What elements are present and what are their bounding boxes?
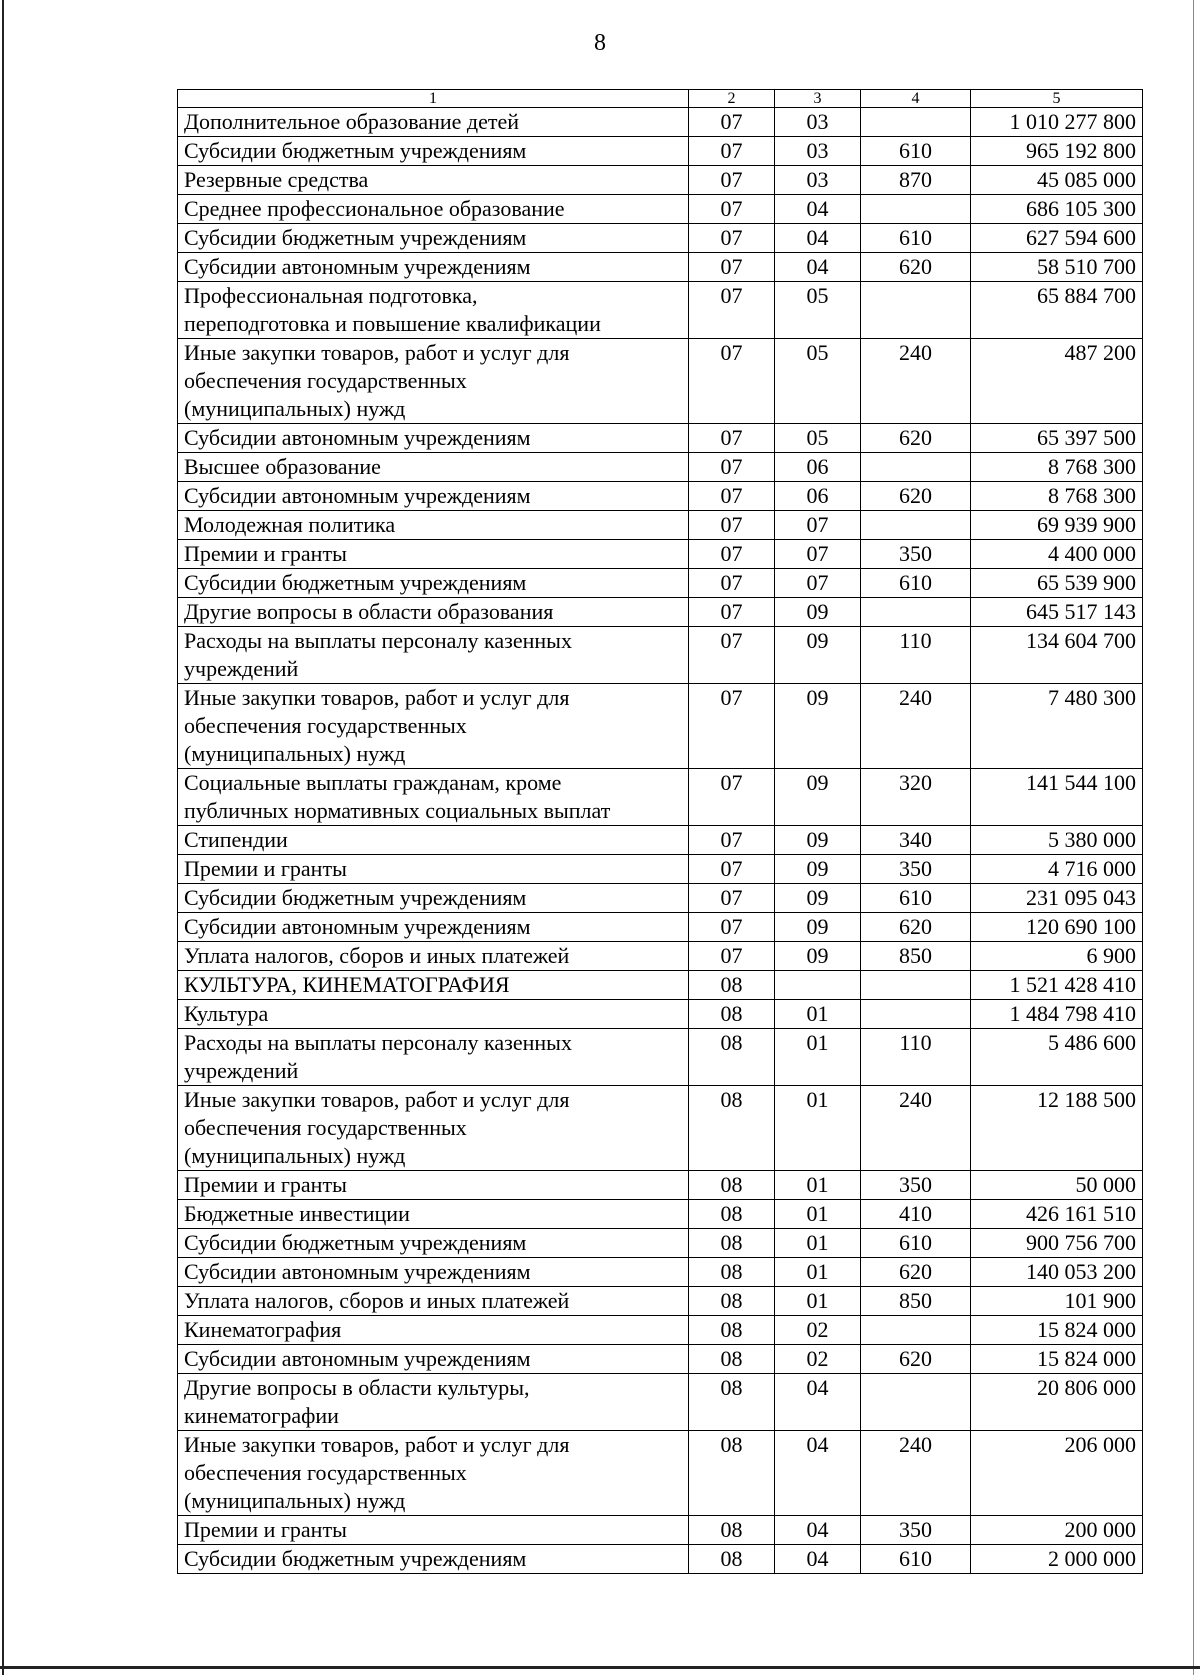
row-expense-type: 620 — [861, 1258, 971, 1287]
row-subsection-code: 07 — [775, 540, 861, 569]
row-amount: 7 480 300 — [971, 684, 1143, 769]
row-name: Расходы на выплаты персоналу казенных учреждений — [178, 1029, 689, 1086]
row-amount: 8 768 300 — [971, 482, 1143, 511]
header-row — [178, 90, 1143, 108]
row-subsection-code: 09 — [775, 627, 861, 684]
table-row — [178, 769, 1143, 826]
table-row — [178, 453, 1143, 482]
table-row — [178, 1000, 1143, 1029]
row-amount: 15 824 000 — [971, 1316, 1143, 1345]
row-amount: 45 085 000 — [971, 166, 1143, 195]
table-row — [178, 1086, 1143, 1171]
row-name: Премии и гранты — [178, 1516, 689, 1545]
table-row — [178, 1545, 1143, 1574]
row-section-code: 07 — [689, 224, 775, 253]
row-section-code: 07 — [689, 453, 775, 482]
scan-edge-right — [1193, 0, 1194, 1675]
row-name: Иные закупки товаров, работ и услуг для обеспечения государственных (муниципальных) нужд — [178, 684, 689, 769]
row-subsection-code: 01 — [775, 1200, 861, 1229]
row-name: Иные закупки товаров, работ и услуг для обеспечения государственных (муниципальных) нужд — [178, 1431, 689, 1516]
table-header — [178, 90, 1143, 108]
row-subsection-code: 01 — [775, 1229, 861, 1258]
table-row — [178, 1229, 1143, 1258]
table-row — [178, 884, 1143, 913]
row-section-code: 07 — [689, 282, 775, 339]
row-section-code: 08 — [689, 1431, 775, 1516]
row-name: Субсидии бюджетным учреждениям — [178, 884, 689, 913]
row-expense-type: 610 — [861, 884, 971, 913]
row-name: Среднее профессиональное образование — [178, 195, 689, 224]
row-section-code: 07 — [689, 482, 775, 511]
row-section-code: 07 — [689, 137, 775, 166]
table-row — [178, 1431, 1143, 1516]
table-row — [178, 540, 1143, 569]
table-row — [178, 137, 1143, 166]
row-amount: 487 200 — [971, 339, 1143, 424]
row-name: Субсидии бюджетным учреждениям — [178, 1545, 689, 1574]
row-name: Субсидии бюджетным учреждениям — [178, 224, 689, 253]
row-section-code: 08 — [689, 1171, 775, 1200]
table-row — [178, 684, 1143, 769]
header-col-4: 4 — [861, 90, 971, 108]
row-amount: 4 716 000 — [971, 855, 1143, 884]
row-section-code: 07 — [689, 339, 775, 424]
header-col-2: 2 — [689, 90, 775, 108]
row-amount: 1 521 428 410 — [971, 971, 1143, 1000]
row-subsection-code: 02 — [775, 1345, 861, 1374]
page-number: 8 — [594, 30, 606, 56]
row-section-code: 08 — [689, 1000, 775, 1029]
row-name: Дополнительное образование детей — [178, 108, 689, 137]
row-subsection-code: 02 — [775, 1316, 861, 1345]
row-name: Профессиональная подготовка, переподготовка и повышение квалификации — [178, 282, 689, 339]
table-row — [178, 166, 1143, 195]
row-amount: 12 188 500 — [971, 1086, 1143, 1171]
row-amount: 5 380 000 — [971, 826, 1143, 855]
row-section-code: 08 — [689, 1374, 775, 1431]
row-amount: 426 161 510 — [971, 1200, 1143, 1229]
row-subsection-code: 04 — [775, 1431, 861, 1516]
row-amount: 15 824 000 — [971, 1345, 1143, 1374]
row-expense-type: 620 — [861, 482, 971, 511]
row-subsection-code: 01 — [775, 1287, 861, 1316]
row-expense-type: 620 — [861, 424, 971, 453]
row-expense-type: 610 — [861, 224, 971, 253]
row-section-code: 07 — [689, 511, 775, 540]
row-expense-type — [861, 971, 971, 1000]
row-amount: 965 192 800 — [971, 137, 1143, 166]
row-expense-type: 350 — [861, 1516, 971, 1545]
table-row — [178, 482, 1143, 511]
row-expense-type — [861, 1374, 971, 1431]
table-row — [178, 627, 1143, 684]
row-expense-type — [861, 108, 971, 137]
table-row — [178, 1345, 1143, 1374]
row-section-code: 08 — [689, 1229, 775, 1258]
row-amount: 6 900 — [971, 942, 1143, 971]
row-amount: 900 756 700 — [971, 1229, 1143, 1258]
table-row — [178, 826, 1143, 855]
row-name: КУЛЬТУРА, КИНЕМАТОГРАФИЯ — [178, 971, 689, 1000]
row-subsection-code: 04 — [775, 1516, 861, 1545]
table-body — [178, 108, 1143, 1574]
table-row — [178, 195, 1143, 224]
row-section-code: 08 — [689, 1086, 775, 1171]
scan-edge-left — [2, 0, 4, 1675]
table-row — [178, 913, 1143, 942]
row-expense-type: 870 — [861, 166, 971, 195]
row-name: Иные закупки товаров, работ и услуг для обеспечения государственных (муниципальных) нужд — [178, 339, 689, 424]
row-name: Культура — [178, 1000, 689, 1029]
budget-table — [177, 89, 1143, 1574]
row-expense-type: 610 — [861, 1545, 971, 1574]
row-subsection-code: 04 — [775, 253, 861, 282]
table-row — [178, 224, 1143, 253]
row-subsection-code: 01 — [775, 1258, 861, 1287]
table-row — [178, 1374, 1143, 1431]
row-subsection-code: 05 — [775, 282, 861, 339]
row-subsection-code: 09 — [775, 598, 861, 627]
row-amount: 645 517 143 — [971, 598, 1143, 627]
row-amount: 65 539 900 — [971, 569, 1143, 598]
row-name: Кинематография — [178, 1316, 689, 1345]
row-expense-type — [861, 195, 971, 224]
row-name: Премии и гранты — [178, 540, 689, 569]
row-section-code: 07 — [689, 108, 775, 137]
row-expense-type — [861, 511, 971, 540]
table-row — [178, 1258, 1143, 1287]
row-amount: 206 000 — [971, 1431, 1143, 1516]
row-subsection-code: 07 — [775, 511, 861, 540]
row-amount: 686 105 300 — [971, 195, 1143, 224]
row-section-code: 07 — [689, 195, 775, 224]
row-name: Другие вопросы в области культуры, кинематографии — [178, 1374, 689, 1431]
row-amount: 65 397 500 — [971, 424, 1143, 453]
row-subsection-code: 01 — [775, 1171, 861, 1200]
row-expense-type: 240 — [861, 1086, 971, 1171]
row-subsection-code: 01 — [775, 1000, 861, 1029]
row-amount: 140 053 200 — [971, 1258, 1143, 1287]
row-subsection-code: 09 — [775, 884, 861, 913]
row-subsection-code: 09 — [775, 769, 861, 826]
row-name: Другие вопросы в области образования — [178, 598, 689, 627]
row-section-code: 07 — [689, 569, 775, 598]
row-name: Субсидии бюджетным учреждениям — [178, 1229, 689, 1258]
row-subsection-code: 03 — [775, 108, 861, 137]
row-subsection-code: 01 — [775, 1086, 861, 1171]
row-expense-type: 350 — [861, 855, 971, 884]
row-expense-type: 620 — [861, 913, 971, 942]
row-expense-type — [861, 453, 971, 482]
row-subsection-code: 06 — [775, 453, 861, 482]
row-expense-type: 350 — [861, 540, 971, 569]
row-name: Иные закупки товаров, работ и услуг для обеспечения государственных (муниципальных) нужд — [178, 1086, 689, 1171]
row-name: Субсидии бюджетным учреждениям — [178, 569, 689, 598]
row-subsection-code: 09 — [775, 826, 861, 855]
row-subsection-code: 05 — [775, 339, 861, 424]
row-section-code: 07 — [689, 424, 775, 453]
row-expense-type: 240 — [861, 339, 971, 424]
header-col-1: 1 — [178, 90, 689, 108]
row-section-code: 08 — [689, 1287, 775, 1316]
row-subsection-code: 06 — [775, 482, 861, 511]
header-col-3: 3 — [775, 90, 861, 108]
row-name: Молодежная политика — [178, 511, 689, 540]
table-row — [178, 253, 1143, 282]
row-expense-type: 110 — [861, 627, 971, 684]
row-amount: 1 484 798 410 — [971, 1000, 1143, 1029]
row-amount: 8 768 300 — [971, 453, 1143, 482]
table-row — [178, 569, 1143, 598]
row-section-code: 08 — [689, 1545, 775, 1574]
row-amount: 50 000 — [971, 1171, 1143, 1200]
row-name: Субсидии автономным учреждениям — [178, 482, 689, 511]
row-expense-type: 850 — [861, 942, 971, 971]
row-subsection-code: 03 — [775, 137, 861, 166]
table-row — [178, 598, 1143, 627]
row-expense-type: 110 — [861, 1029, 971, 1086]
row-section-code: 08 — [689, 1345, 775, 1374]
row-subsection-code: 07 — [775, 569, 861, 598]
row-section-code: 07 — [689, 769, 775, 826]
row-section-code: 08 — [689, 1029, 775, 1086]
row-expense-type: 340 — [861, 826, 971, 855]
table-row — [178, 1171, 1143, 1200]
header-col-5: 5 — [971, 90, 1143, 108]
row-expense-type — [861, 282, 971, 339]
row-name: Субсидии автономным учреждениям — [178, 1258, 689, 1287]
table-row — [178, 1516, 1143, 1545]
table-row — [178, 855, 1143, 884]
row-expense-type — [861, 1316, 971, 1345]
row-section-code: 08 — [689, 1316, 775, 1345]
table-row — [178, 971, 1143, 1000]
row-amount: 4 400 000 — [971, 540, 1143, 569]
row-name: Стипендии — [178, 826, 689, 855]
row-amount: 101 900 — [971, 1287, 1143, 1316]
table-row — [178, 1029, 1143, 1086]
row-name: Социальные выплаты гражданам, кроме публичных нормативных социальных выплат — [178, 769, 689, 826]
row-amount: 120 690 100 — [971, 913, 1143, 942]
row-section-code: 07 — [689, 942, 775, 971]
row-name: Расходы на выплаты персоналу казенных учреждений — [178, 627, 689, 684]
row-expense-type: 620 — [861, 253, 971, 282]
row-expense-type: 410 — [861, 1200, 971, 1229]
table-row — [178, 108, 1143, 137]
table-row — [178, 942, 1143, 971]
row-amount: 200 000 — [971, 1516, 1143, 1545]
row-section-code: 07 — [689, 166, 775, 195]
row-subsection-code: 09 — [775, 942, 861, 971]
row-expense-type: 320 — [861, 769, 971, 826]
row-expense-type: 240 — [861, 1431, 971, 1516]
row-amount: 65 884 700 — [971, 282, 1143, 339]
row-expense-type — [861, 598, 971, 627]
row-expense-type: 610 — [861, 1229, 971, 1258]
row-section-code: 07 — [689, 253, 775, 282]
row-name: Субсидии автономным учреждениям — [178, 253, 689, 282]
row-section-code: 07 — [689, 884, 775, 913]
row-section-code: 07 — [689, 540, 775, 569]
table-row — [178, 511, 1143, 540]
row-amount: 58 510 700 — [971, 253, 1143, 282]
row-amount: 627 594 600 — [971, 224, 1143, 253]
row-amount: 5 486 600 — [971, 1029, 1143, 1086]
row-subsection-code: 09 — [775, 684, 861, 769]
row-section-code: 08 — [689, 1200, 775, 1229]
row-amount: 231 095 043 — [971, 884, 1143, 913]
row-subsection-code: 04 — [775, 1374, 861, 1431]
table-row — [178, 1316, 1143, 1345]
row-name: Субсидии бюджетным учреждениям — [178, 137, 689, 166]
table-row — [178, 424, 1143, 453]
row-section-code: 07 — [689, 855, 775, 884]
row-expense-type: 610 — [861, 137, 971, 166]
row-section-code: 07 — [689, 913, 775, 942]
row-subsection-code: 05 — [775, 424, 861, 453]
row-name: Субсидии автономным учреждениям — [178, 1345, 689, 1374]
row-section-code: 08 — [689, 1516, 775, 1545]
table-row — [178, 339, 1143, 424]
row-name: Резервные средства — [178, 166, 689, 195]
row-section-code: 07 — [689, 826, 775, 855]
row-amount: 134 604 700 — [971, 627, 1143, 684]
row-subsection-code: 01 — [775, 1029, 861, 1086]
row-name: Субсидии автономным учреждениям — [178, 424, 689, 453]
row-section-code: 07 — [689, 598, 775, 627]
row-subsection-code: 09 — [775, 855, 861, 884]
row-subsection-code: 04 — [775, 1545, 861, 1574]
table-row — [178, 1200, 1143, 1229]
row-amount: 69 939 900 — [971, 511, 1143, 540]
row-name: Уплата налогов, сборов и иных платежей — [178, 1287, 689, 1316]
row-expense-type: 620 — [861, 1345, 971, 1374]
row-section-code: 07 — [689, 684, 775, 769]
row-name: Бюджетные инвестиции — [178, 1200, 689, 1229]
row-name: Уплата налогов, сборов и иных платежей — [178, 942, 689, 971]
row-subsection-code: 03 — [775, 166, 861, 195]
row-expense-type: 240 — [861, 684, 971, 769]
row-expense-type: 850 — [861, 1287, 971, 1316]
row-name: Премии и гранты — [178, 1171, 689, 1200]
table-row — [178, 282, 1143, 339]
row-expense-type: 350 — [861, 1171, 971, 1200]
row-section-code: 08 — [689, 1258, 775, 1287]
row-subsection-code: 09 — [775, 913, 861, 942]
row-expense-type: 610 — [861, 569, 971, 598]
row-name: Премии и гранты — [178, 855, 689, 884]
row-expense-type — [861, 1000, 971, 1029]
row-amount: 141 544 100 — [971, 769, 1143, 826]
row-amount: 2 000 000 — [971, 1545, 1143, 1574]
scan-edge-bottom — [0, 1666, 1200, 1669]
row-name: Высшее образование — [178, 453, 689, 482]
row-subsection-code — [775, 971, 861, 1000]
row-name: Субсидии автономным учреждениям — [178, 913, 689, 942]
row-subsection-code: 04 — [775, 195, 861, 224]
row-amount: 1 010 277 800 — [971, 108, 1143, 137]
row-subsection-code: 04 — [775, 224, 861, 253]
row-section-code: 08 — [689, 971, 775, 1000]
table-row — [178, 1287, 1143, 1316]
row-section-code: 07 — [689, 627, 775, 684]
row-amount: 20 806 000 — [971, 1374, 1143, 1431]
